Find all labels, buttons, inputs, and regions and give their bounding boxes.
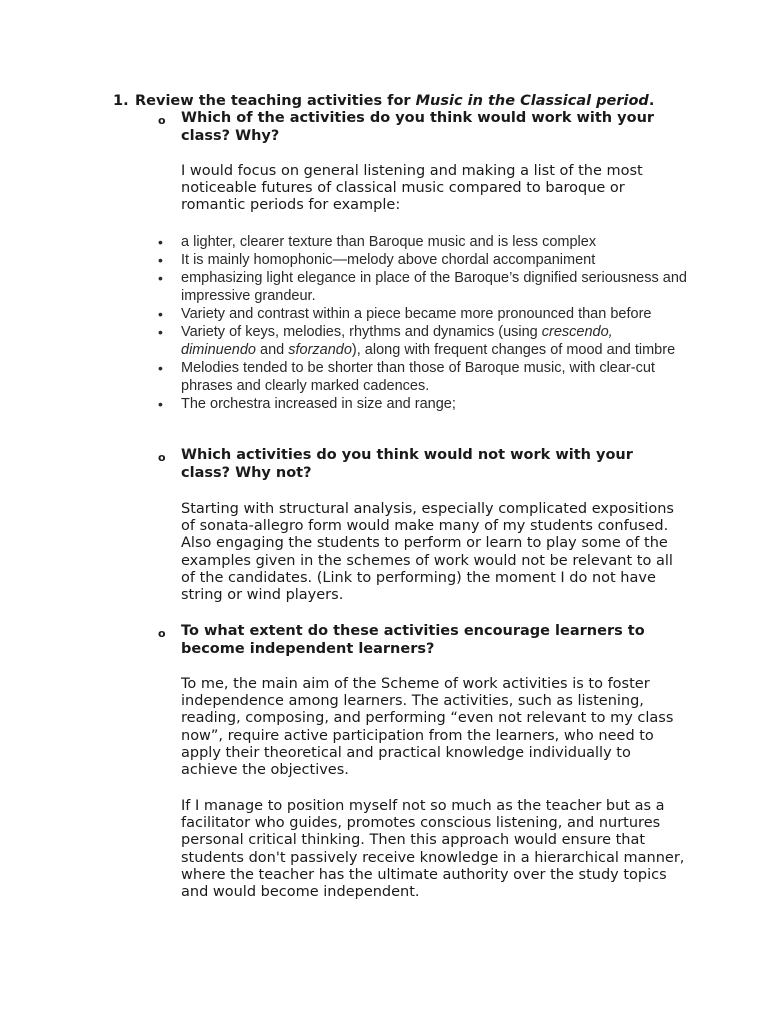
section2-paragraph: Starting with structural analysis, especially complicated expositions of sonata-allegro form would make many of my students confused. Also engaging the students to perform or learn to play some of the examples given in the schemes of work would not be relevant to all of the candidates. (Link to performing) the moment I do not have string or wind players. — [181, 501, 674, 604]
list-item: • Melodies tended to be shorter than those of Baroque music, with clear-cut phrases and clearly marked cadences. — [158, 360, 655, 394]
section1-paragraph: I would focus on general listening and making a list of the most noticeable futures of classical music compared to baroque or romantic periods for example: — [181, 163, 643, 214]
question-number: 1. — [113, 93, 129, 109]
bullet-icon: • — [158, 396, 163, 412]
bullet-icon: • — [158, 306, 163, 322]
list-item: • It is mainly homophonic—melody above chordal accompaniment — [158, 252, 596, 268]
bullet-icon: • — [158, 360, 163, 376]
section1-heading: Which of the activities do you think would work with your class? Why? — [181, 110, 655, 144]
bullet-icon: • — [158, 270, 163, 286]
list-item: • The orchestra increased in size and range; — [158, 396, 456, 412]
list-item: • Variety of keys, melodies, rhythms and dynamics (using crescendo, diminuendo and sforzando), along with frequent changes of mood and timbre — [158, 324, 676, 358]
section1-marker: o — [158, 114, 166, 127]
bullet-icon: • — [158, 324, 163, 340]
feature-bullet-list — [158, 233, 688, 413]
list-item: • Variety and contrast within a piece became more pronounced than before — [158, 306, 652, 322]
section2-marker: o — [158, 451, 166, 464]
question-title — [135, 92, 654, 111]
section3-marker: o — [158, 627, 166, 640]
bullet-icon: • — [158, 252, 163, 268]
question-title-suffix: . — [648, 93, 655, 109]
bullet-icon: • — [158, 234, 163, 250]
question-title-italic: Music in the Classical period — [415, 93, 649, 109]
section3-paragraph-1: To me, the main aim of the Scheme of work activities is to foster independence among learners. The activities, such as listening, reading, composing, and performing “even not relevant to my class now”, require active participation from the learners, who need to apply their theoretical and practical knowledge individually to achieve the objectives. — [181, 676, 674, 779]
list-item: • emphasizing light elegance in place of the Baroque’s dignified seriousness and impressive grandeur. — [158, 270, 687, 304]
section3-paragraph-2: If I manage to position myself not so much as the teacher but as a facilitator who guides, promotes conscious listening, and nurtures personal critical thinking. Then this approach would ensure that students don't passively receive knowledge in a hierarchical manner, where the teacher has the ultimate authority over the study topics and would become independent. — [181, 798, 685, 901]
question-title-prefix: Review the teaching activities for — [135, 93, 416, 109]
section3-heading: To what extent do these activities encourage learners to become independent learners? — [181, 623, 645, 657]
section2-heading: Which activities do you think would not work with your class? Why not? — [181, 447, 633, 481]
list-item: • a lighter, clearer texture than Baroque music and is less complex — [158, 234, 597, 250]
